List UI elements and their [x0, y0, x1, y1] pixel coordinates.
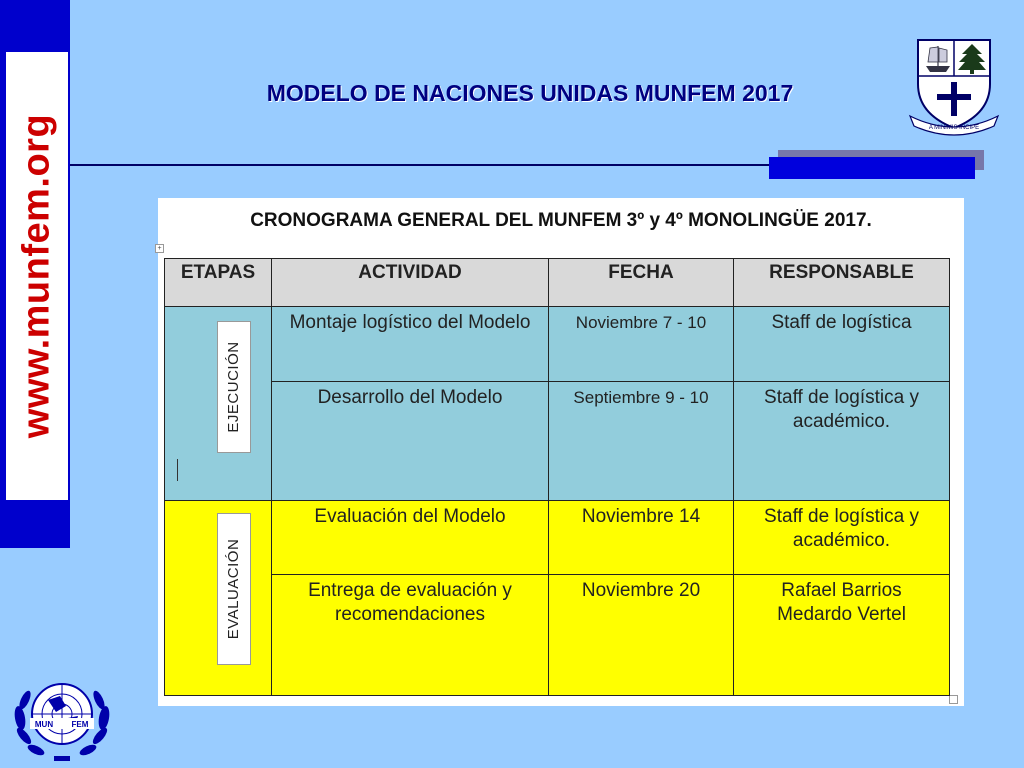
stage-cell-evaluacion [165, 500, 272, 695]
table-row [165, 500, 950, 575]
un-logo-right-text: FEM [71, 720, 89, 729]
title-divider [70, 164, 770, 166]
website-url[interactable]: www.munfem.org [15, 113, 58, 439]
responsable-cell: Staff de logística y académico. [734, 500, 950, 575]
un-logo-left-text: MUN [34, 720, 54, 729]
stage-name: EJECUCIÓN [225, 341, 242, 433]
actividad-cell: Montaje logístico del Modelo [272, 307, 549, 382]
fecha-cell: Noviembre 20 [549, 575, 734, 696]
fecha-cell: Noviembre 7 - 10 [549, 307, 734, 382]
document-title: CRONOGRAMA GENERAL DEL MUNFEM 3º y 4º MONOLINGÜE 2017. [250, 210, 872, 231]
table-row [165, 575, 950, 696]
actividad-cell: Entrega de evaluación y recomendaciones [272, 575, 549, 696]
schedule-table [164, 258, 950, 696]
responsable-cell: Staff de logística [734, 307, 950, 382]
table-resize-handle-icon[interactable] [949, 695, 958, 704]
column-header-responsable: RESPONSABLE [734, 259, 950, 307]
actividad-cell: Evaluación del Modelo [272, 500, 549, 575]
page-title: MODELO DE NACIONES UNIDAS MUNFEM 2017 [266, 80, 794, 106]
responsable-cell [734, 575, 950, 696]
text-cursor [177, 459, 178, 481]
table-move-handle-icon[interactable]: + [155, 244, 164, 253]
stage-label-evaluacion [217, 513, 251, 665]
actividad-cell: Desarrollo del Modelo [272, 381, 549, 500]
stage-name: EVALUACIÓN [225, 538, 242, 639]
fecha-cell: Septiembre 9 - 10 [549, 381, 734, 500]
column-header-fecha: FECHA [549, 259, 734, 307]
un-emblem-icon [8, 672, 116, 764]
responsable-name: Rafael Barrios [781, 580, 902, 602]
table-row [165, 307, 950, 382]
table-header-row [165, 259, 950, 307]
divider-accent [769, 157, 975, 179]
responsable-name: Medardo Vertel [777, 604, 906, 626]
responsable-cell: Staff de logística y académico. [734, 381, 950, 500]
column-header-actividad: ACTIVIDAD [272, 259, 549, 307]
column-header-etapas: ETAPAS [165, 259, 272, 307]
stage-cell-ejecucion [165, 307, 272, 500]
table-row [165, 381, 950, 500]
crest-motto: A MINIMIS INCIPE [928, 125, 980, 131]
school-crest-icon [904, 34, 1004, 136]
fecha-cell: Noviembre 14 [549, 500, 734, 575]
stage-label-ejecucion [217, 321, 251, 453]
